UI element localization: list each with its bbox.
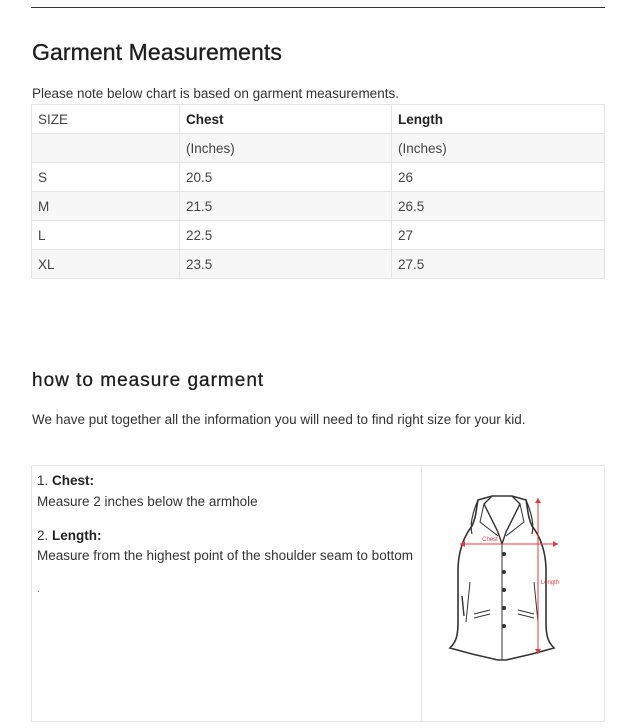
trailing-dot: .	[37, 584, 40, 595]
size-cell: M	[32, 192, 180, 221]
step-label: Chest:	[52, 473, 95, 488]
length-label: Length	[540, 580, 560, 586]
units-chest: (Inches)	[180, 134, 392, 163]
size-cell: S	[32, 163, 180, 192]
step-number: 1.	[37, 473, 53, 488]
step-length-text: Measure from the highest point of the shoulder seam to bottom	[37, 548, 413, 563]
top-divider	[31, 7, 605, 8]
chest-cell: 23.5	[180, 250, 392, 279]
length-cell: 27	[392, 221, 605, 250]
step-label: Length:	[52, 528, 102, 543]
units-length: (Inches)	[392, 134, 605, 163]
length-cell: 27.5	[392, 250, 605, 279]
step-chest-heading	[37, 473, 94, 488]
length-cell: 26	[392, 163, 605, 192]
table-units-row	[32, 134, 605, 163]
table-row	[32, 250, 605, 279]
header-size: SIZE	[32, 105, 180, 134]
chest-cell: 21.5	[180, 192, 392, 221]
chest-cell: 20.5	[180, 163, 392, 192]
instructions-panel	[32, 466, 422, 721]
header-length: Length	[392, 105, 605, 134]
step-length-heading	[37, 528, 102, 543]
section-intro: We have put together all the information you will need to find right size for your kid.	[32, 412, 526, 427]
length-cell: 26.5	[392, 192, 605, 221]
step-chest-text: Measure 2 inches below the armhole	[37, 494, 258, 509]
vest-diagram	[434, 492, 568, 662]
chart-note: Please note below chart is based on garment measurements.	[32, 86, 399, 101]
page-title: Garment Measurements	[32, 39, 282, 65]
chest-cell: 22.5	[180, 221, 392, 250]
section-title: how to measure garment	[32, 370, 265, 391]
size-cell: XL	[32, 250, 180, 279]
units-size	[32, 134, 180, 163]
table-row	[32, 192, 605, 221]
table-header-row	[32, 105, 605, 134]
step-number: 2.	[37, 528, 53, 543]
size-cell: L	[32, 221, 180, 250]
table-row	[32, 221, 605, 250]
size-table	[31, 104, 605, 279]
vest-illustration	[434, 492, 568, 662]
table-row	[32, 163, 605, 192]
chest-label: Chest	[482, 537, 498, 543]
header-chest: Chest	[180, 105, 392, 134]
